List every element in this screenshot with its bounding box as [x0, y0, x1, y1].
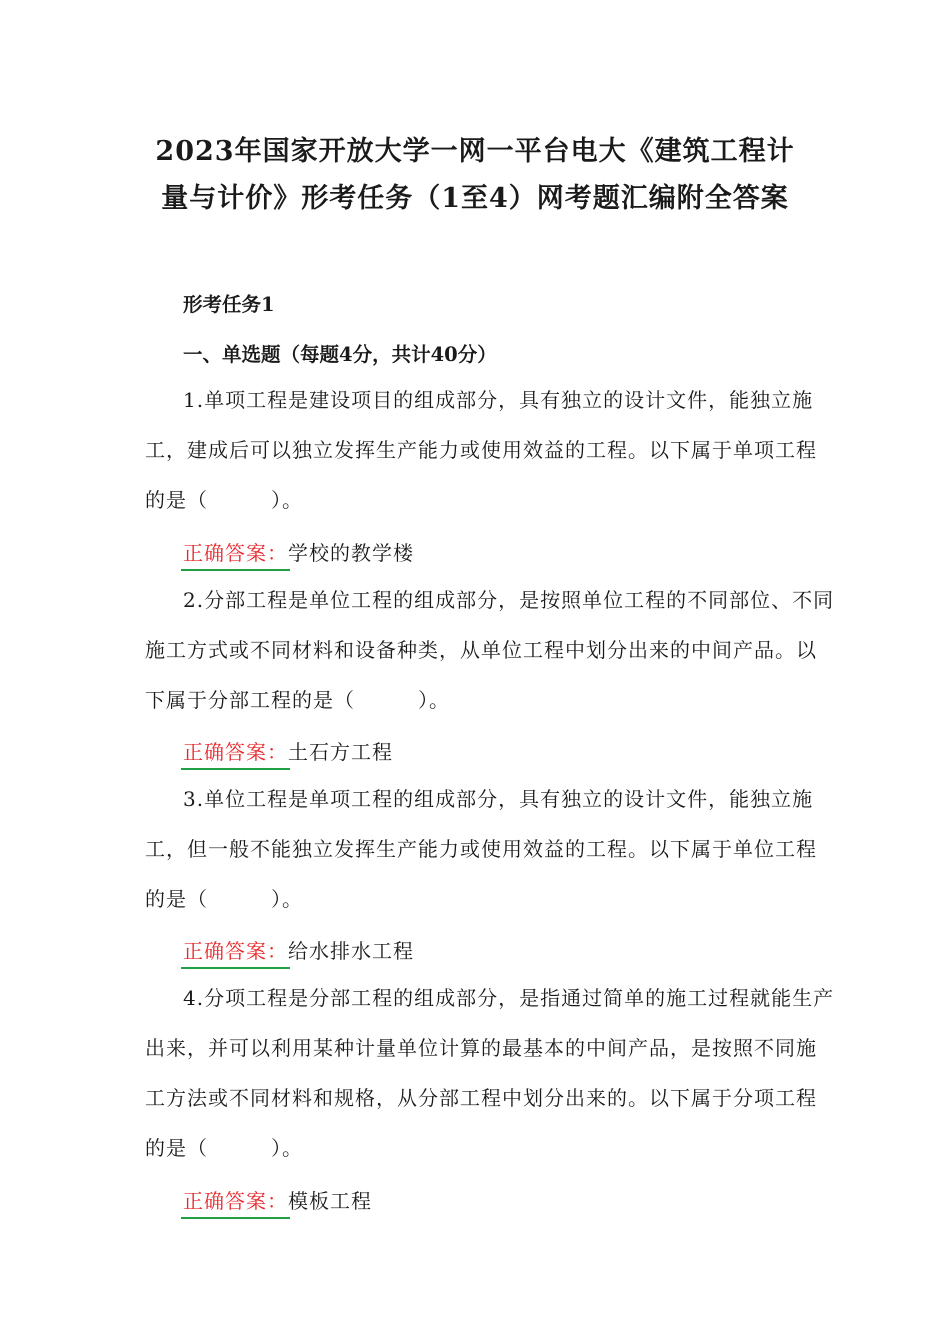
answer-3 [183, 935, 414, 964]
answer-value: 土石方工程 [288, 740, 393, 764]
section-heading: 一、单选题（每题4分，共计40分） [183, 343, 497, 366]
answer-1 [183, 537, 414, 566]
answer-2 [183, 736, 393, 765]
question-2: 2.分部工程是单位工程的组成部分，是按照单位工程的不同部位、不同施工方式或不同材料和设备种类，从单位工程中划分出来的中间产品。以下属于分部工程的是（ ）。 [145, 588, 835, 712]
title-line-1: 2023年国家开放大学一网一平台电大《建筑工程计 [155, 136, 795, 167]
document-title [120, 128, 830, 222]
task-heading: 形考任务1 [183, 293, 275, 316]
question-4: 4.分项工程是分部工程的组成部分，是指通过简单的施工过程就能生产出来，并可以利用某种计量单位计算的最基本的中间产品，是按照不同施工方法或不同材料和规格，从分部工程中划分出来的。以下属于分项工程的是（ ）。 [145, 986, 835, 1160]
answer-label: 正确答案： [183, 1185, 288, 1214]
question-3: 3.单位工程是单项工程的组成部分，具有独立的设计文件，能独立施工，但一般不能独立发挥生产能力或使用效益的工程。以下属于单位工程的是（ ）。 [145, 787, 817, 911]
answer-value: 给水排水工程 [288, 939, 414, 963]
answer-value: 学校的教学楼 [288, 541, 414, 565]
question-1: 1.单项工程是建设项目的组成部分，具有独立的设计文件，能独立施工，建成后可以独立发挥生产能力或使用效益的工程。以下属于单项工程的是（ ）。 [145, 388, 817, 512]
title-line-2: 量与计价》形考任务（1至4）网考题汇编附全答案 [161, 183, 789, 214]
answer-label: 正确答案： [183, 537, 288, 566]
answer-4 [183, 1185, 372, 1214]
answer-label: 正确答案： [183, 935, 288, 964]
answer-value: 模板工程 [288, 1189, 372, 1213]
answer-label: 正确答案： [183, 736, 288, 765]
